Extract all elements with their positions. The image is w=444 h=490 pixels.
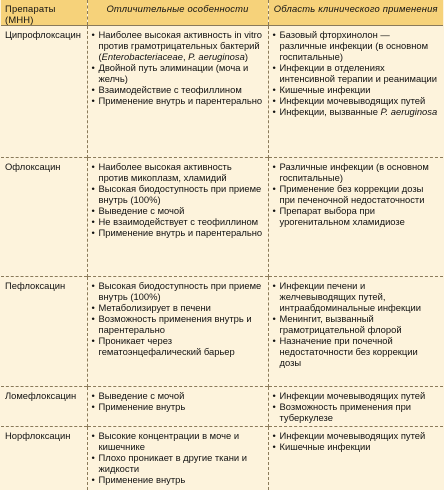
- feature-item: • Двойной путь элиминации (моча и желчь): [92, 62, 264, 84]
- feature-item: • Применение внутрь и парентерально: [92, 227, 264, 238]
- features-cell: [87, 427, 268, 490]
- use-item: • Инфекции печени и желчевыводящих путей, интраабдоминальные инфекции: [273, 280, 440, 313]
- use-item: • Кишечные инфекции: [273, 84, 440, 95]
- feature-item: • Выведение с мочой: [92, 390, 264, 401]
- features-cell: [87, 26, 268, 158]
- use-item: • Кишечные инфекции: [273, 441, 440, 452]
- table-row: [1, 158, 443, 277]
- features-cell: [87, 387, 268, 427]
- feature-item: • Взаимодействие с теофиллином: [92, 84, 264, 95]
- use-item: • Инфекции мочевыводящих путей: [273, 95, 440, 106]
- uses-cell: [268, 158, 443, 277]
- drug-name: Офлоксацин: [1, 158, 87, 277]
- use-item: • Инфекции мочевыводящих путей: [273, 430, 440, 441]
- uses-cell: [268, 427, 443, 490]
- header-drug: Препараты (МНН): [1, 0, 87, 26]
- use-item: • Менингит, вызванный грамотрицательной флорой: [273, 313, 440, 335]
- drug-name: Ципрофлоксацин: [1, 26, 87, 158]
- drug-name: Ломефлоксацин: [1, 387, 87, 427]
- features-cell: [87, 277, 268, 387]
- use-item: • Препарат выбора при урогенитальном хламидиозе: [273, 205, 440, 227]
- feature-item: • Проникает через гематоэнцефалический барьер: [92, 335, 264, 357]
- drug-name: Норфлоксацин: [1, 427, 87, 490]
- header-features: Отличительные особенности: [87, 0, 268, 26]
- feature-item: • Плохо проникает в другие ткани и жидкости: [92, 452, 264, 474]
- use-item: • Инфекции мочевыводящих путей: [273, 390, 440, 401]
- header-clinical-use: Область клинического применения: [268, 0, 443, 26]
- fluoroquinolone-table: [1, 0, 443, 490]
- use-item: • Назначение при почечной недостаточности без коррекции дозы: [273, 335, 440, 368]
- use-item: • Инфекции в отделениях интенсивной терапии и реанимации: [273, 62, 440, 84]
- use-item: • Различные инфекции (в основном госпитальные): [273, 161, 440, 183]
- feature-item: • Применение внутрь: [92, 474, 264, 485]
- feature-item: • Возможность применения внутрь и парентерально: [92, 313, 264, 335]
- table-header-row: [1, 0, 443, 26]
- feature-item: • Выведение с мочой: [92, 205, 264, 216]
- feature-item: • Наиболее высокая активность in vitro против грамотрицательных бактерий (Enterobacteriaceae, P. aeruginosa): [92, 29, 264, 62]
- use-item: • Возможность применения при туберкулезе: [273, 401, 440, 423]
- feature-item: • Применение внутрь: [92, 401, 264, 412]
- feature-item: • Не взаимодействует с теофиллином: [92, 216, 264, 227]
- use-item: • Базовый фторхинолон — различные инфекции (в основном госпитальные): [273, 29, 440, 62]
- drug-name: Пефлоксацин: [1, 277, 87, 387]
- feature-item: • Применение внутрь и парентерально: [92, 95, 264, 106]
- table-row: [1, 387, 443, 427]
- features-cell: [87, 158, 268, 277]
- uses-cell: [268, 387, 443, 427]
- use-item: • Инфекции, вызванные P. aeruginosa: [273, 106, 440, 117]
- feature-item: • Высокая биодоступность при приеме внутрь (100%): [92, 183, 264, 205]
- uses-cell: [268, 277, 443, 387]
- feature-item: • Метаболизирует в печени: [92, 302, 264, 313]
- uses-cell: [268, 26, 443, 158]
- feature-item: • Высокая биодоступность при приеме внутрь (100%): [92, 280, 264, 302]
- feature-item: • Высокие концентрации в моче и кишечнике: [92, 430, 264, 452]
- table-row: [1, 427, 443, 490]
- table-row: [1, 277, 443, 387]
- use-item: • Применение без коррекции дозы при печеночной недостаточности: [273, 183, 440, 205]
- table-row: [1, 26, 443, 158]
- feature-item: • Наиболее высокая активность против микоплазм, хламидий: [92, 161, 264, 183]
